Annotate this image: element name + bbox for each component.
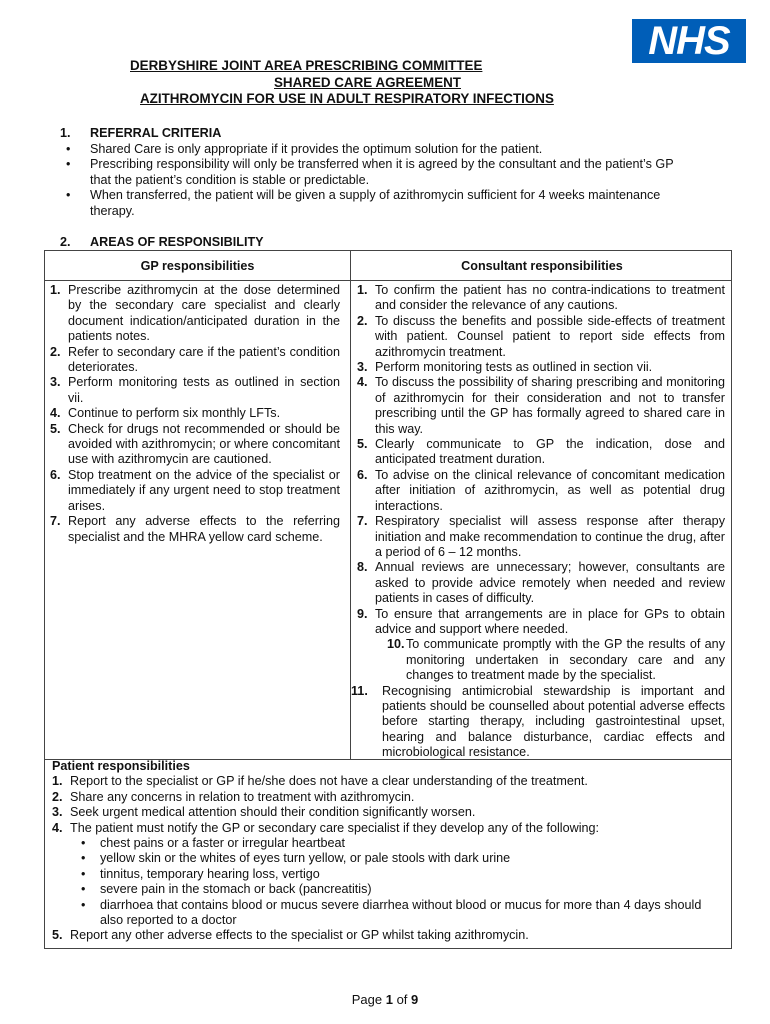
list-item: 2. To discuss the benefits and possible side-effects of treatment with patient. Counsel patient to report side effects from azithromycin treatment. bbox=[357, 313, 725, 359]
section-title: REFERRAL CRITERIA bbox=[90, 126, 222, 140]
list-item: 5. Clearly communicate to GP the indication, dose and anticipated treatment duration. bbox=[357, 437, 725, 467]
list-item: • tinnitus, temporary hearing loss, vertigo bbox=[70, 867, 727, 882]
list-item: 2. Share any concerns in relation to treatment with azithromycin. bbox=[52, 789, 415, 804]
gp-column-header: GP responsibilities bbox=[140, 259, 255, 273]
list-item: 3. Perform monitoring tests as outlined in section vii. bbox=[50, 375, 340, 405]
list-item: • severe pain in the stomach or back (pancreatitis) bbox=[70, 882, 727, 897]
list-item: 6. To advise on the clinical relevance of concomitant medication after initiation of azithromycin, as well as potential drug interactions. bbox=[357, 467, 725, 513]
symptom-list bbox=[70, 836, 727, 928]
section-referral-criteria bbox=[60, 126, 221, 141]
list-item: 3. Seek urgent medical attention should their condition significantly worsen. bbox=[52, 805, 476, 820]
list-item: • diarrhoea that contains blood or mucus severe diarrhea without blood or mucus for more than 4 days should also reported to a doctor bbox=[70, 898, 727, 929]
list-item: • Shared Care is only appropriate if it provides the optimum solution for the patient. bbox=[60, 142, 690, 157]
list-item: 4. Continue to perform six monthly LFTs. bbox=[50, 406, 281, 421]
committee-title: DERBYSHIRE JOINT AREA PRESCRIBING COMMITTEE bbox=[130, 58, 483, 73]
list-item: 1. Report to the specialist or GP if he/she does not have a clear understanding of the treatment. bbox=[52, 774, 588, 789]
patient-responsibilities bbox=[44, 759, 732, 949]
consultant-responsibilities-list bbox=[351, 283, 725, 761]
page-total: 9 bbox=[411, 992, 419, 1007]
list-item: 3. Perform monitoring tests as outlined in section vii. bbox=[357, 360, 653, 375]
list-item: 5. Check for drugs not recommended or should be avoided with azithromycin; or where concomitant use with azithromycin are cautioned. bbox=[50, 421, 340, 467]
section-number: 1. bbox=[60, 126, 71, 140]
header-divider bbox=[45, 280, 731, 281]
page-label: Page bbox=[351, 992, 383, 1007]
list-item: 4. The patient must notify the GP or secondary care specialist if they develop any of the following: • chest pains or a faster or irregular heartbeat • yellow skin or the whites of eyes turn yellow, or pale stools with dark urine • tinnitus, temporary hearing loss, vertigo • severe pain in the stomach or back (pancreatitis) • diarrhoea that contains blood or mucus severe diarrhea without blood or mucus for more than 4 days should also reported to a doctor bbox=[52, 821, 727, 929]
section-areas-of-responsibility bbox=[60, 235, 264, 250]
nhs-logo: NHS bbox=[632, 19, 746, 63]
list-item: 8. Annual reviews are unnecessary; however, consultants are asked to provide advice remotely when needed and review patients in cases of difficulty. bbox=[357, 560, 725, 606]
page-footer bbox=[0, 992, 770, 1007]
page-number: 1 bbox=[385, 992, 393, 1007]
list-item: • When transferred, the patient will be given a supply of azithromycin sufficient for 4 weeks maintenance therapy. bbox=[60, 188, 690, 219]
list-item: • chest pains or a faster or irregular heartbeat bbox=[70, 836, 727, 851]
list-item: 4. To discuss the possibility of sharing prescribing and monitoring of azithromycin for their consideration and not to transfer prescribing until the GP has formally agreed to shared care in this way. bbox=[357, 375, 725, 436]
patient-responsibilities-list bbox=[52, 774, 727, 943]
section-title: AREAS OF RESPONSIBILITY bbox=[90, 235, 264, 249]
list-item: 5. Report any other adverse effects to the specialist or GP whilst taking azithromycin. bbox=[52, 928, 529, 943]
agreement-title: SHARED CARE AGREEMENT bbox=[274, 74, 461, 90]
consultant-column-header: Consultant responsibilities bbox=[461, 259, 623, 273]
list-item: 1. To confirm the patient has no contra-indications to treatment and consider the relevance of any cautions. bbox=[357, 283, 725, 313]
responsibility-table bbox=[44, 250, 732, 760]
list-item: 10. To communicate promptly with the GP the results of any monitoring undertaken in secondary care and any changes to treatment made by the specialist. bbox=[387, 637, 725, 683]
patient-responsibilities-title: Patient responsibilities bbox=[52, 759, 190, 773]
list-item: 6. Stop treatment on the advice of the specialist or immediately if any urgent need to stop treatment arises. bbox=[50, 467, 340, 513]
list-item: 7. Respiratory specialist will assess response after therapy initiation and make recommendation to continue the drug, after a period of 6 – 12 months. bbox=[357, 514, 725, 559]
section-number: 2. bbox=[60, 235, 71, 249]
referral-criteria-list bbox=[60, 142, 690, 219]
list-item: 7. Report any adverse effects to the referring specialist and the MHRA yellow card scheme. bbox=[50, 514, 340, 544]
list-item: 9. To ensure that arrangements are in place for GPs to obtain advice and support where needed. bbox=[357, 606, 725, 636]
gp-responsibilities-list bbox=[50, 283, 340, 545]
drug-title: AZITHROMYCIN FOR USE IN ADULT RESPIRATORY INFECTIONS bbox=[140, 91, 554, 106]
list-item: 2. Refer to secondary care if the patient’s condition deteriorates. bbox=[50, 344, 340, 375]
list-item: 11. Recognising antimicrobial stewardship is important and patients should be counselled about potential adverse effects before starting therapy, including gastrointestinal upset, hearing and balance disturbance, cardiac effects and microbiological resistance. bbox=[351, 683, 725, 760]
list-item: 1. Prescribe azithromycin at the dose determined by the secondary care specialist and clearly document indication/anticipated duration in the patients notes. bbox=[50, 283, 340, 344]
list-item: • yellow skin or the whites of eyes turn yellow, or pale stools with dark urine bbox=[70, 851, 727, 866]
page-of-label: of bbox=[396, 992, 408, 1007]
list-item: • Prescribing responsibility will only be transferred when it is agreed by the consultant and the patient’s GP that the patient’s condition is stable or predictable. bbox=[60, 157, 690, 188]
